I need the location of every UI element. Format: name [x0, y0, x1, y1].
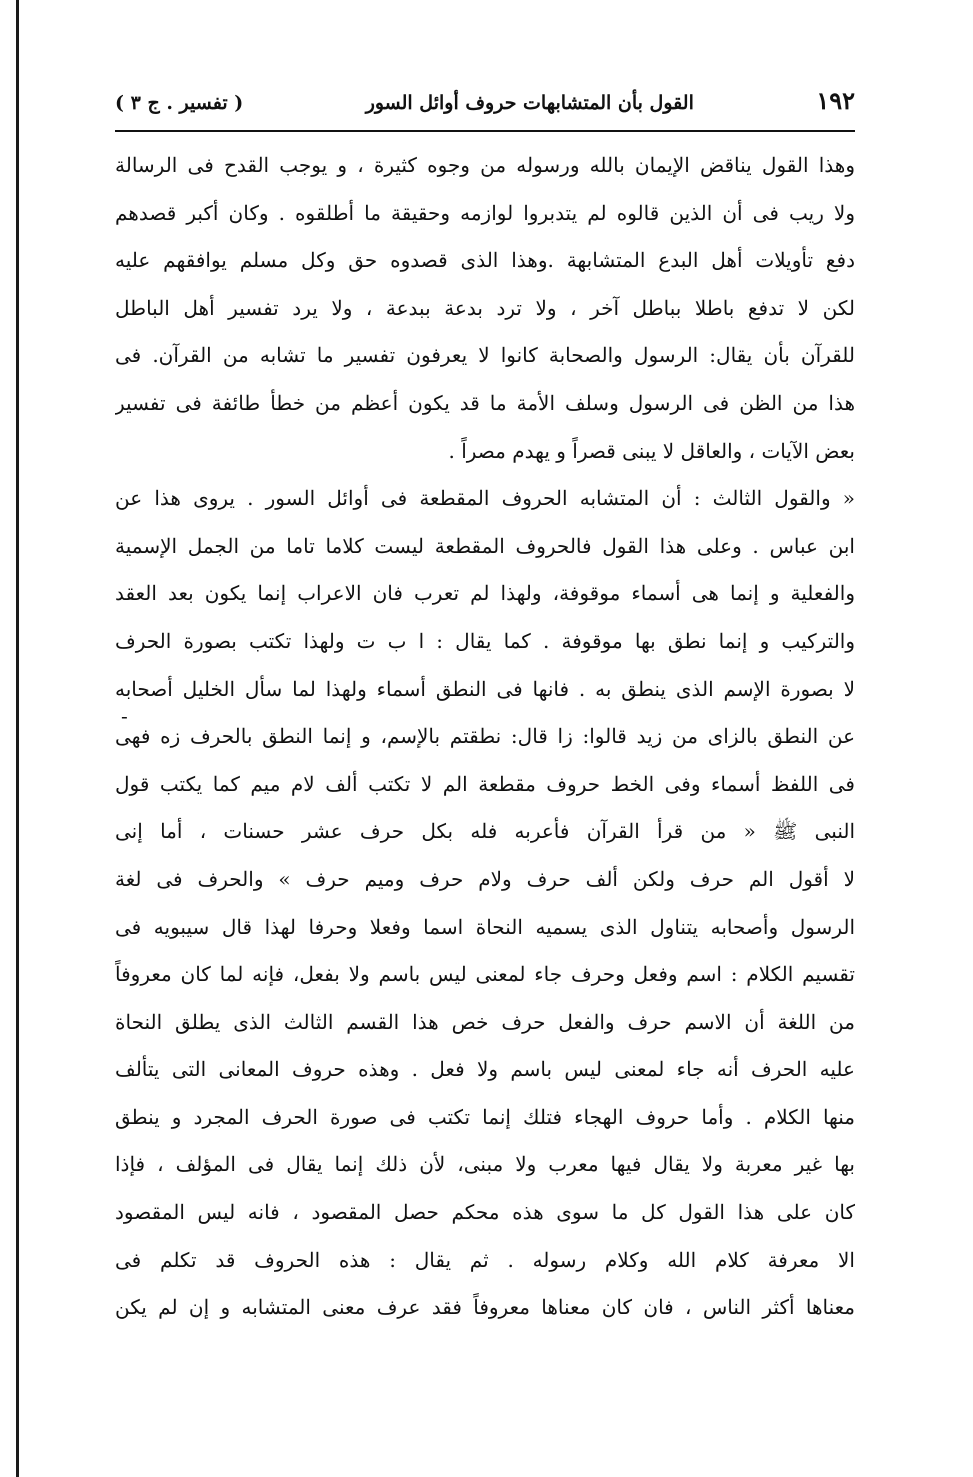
- text-line: معناها أكثر الناس ، فان كان معناها معروفاً فقد عرف معنى المتشابه و إن لم يكن: [115, 1295, 855, 1320]
- text-line: « والقول الثالث : أن المتشابه الحروف المقطعة فى أوائل السور . يروى هذا عن: [115, 486, 855, 511]
- text-line: فى اللفظ أسماء وفى الخط حروف مقطعة الم لا تكتب ألف لام ميم كما يكتب قول: [115, 771, 855, 796]
- body-text: [115, 142, 855, 1332]
- header-divider: [115, 130, 855, 132]
- page-number: ١٩٢: [816, 86, 855, 115]
- book-page: [115, 86, 855, 1332]
- text-line: لكن لا تدفع باطلا بباطل آخر ، ولا ترد بدعة ببدعة ، ولا يرد تفسير أهل الباطل: [115, 295, 855, 320]
- margin-mark: -: [121, 704, 128, 728]
- text-line: الرسول وأصحابه يتناول الذى يسميه النحاة اسما وفعلا وحرفا لهذا قال سيبويه فى: [115, 914, 855, 939]
- text-line: للقرآن بأن يقال: الرسول والصحابة كانوا لا يعرفون تفسير ما تشابه من القرآن. فى: [115, 343, 855, 368]
- text-line: الا معرفة كلام الله وكلام رسوله . ثم يقال : هذه الحروف قد تكلم فى: [115, 1247, 855, 1272]
- text-line: بعض الآيات ، والعاقل لا يبنى قصراً و يهدم مصراً .: [448, 438, 855, 463]
- text-line: كان على هذا القول كل ما سوى هذه محكم حصل المقصود ، فانه ليس المقصود: [115, 1200, 855, 1225]
- text-line: هذا من الظن فى الرسول وسلف الأمة ما قد يكون أعظم من خطأ طائفة فى تفسير: [115, 390, 855, 415]
- text-line: بها غير معربة ولا يقال فيها معرب ولا مبنى، لأن ذلك إنما يقال فى المؤلف ، فإذا: [115, 1152, 855, 1177]
- text-line: ابن عباس . وعلى هذا القول فالحروف المقطعة ليست كلاما تاما من الجمل الإسمية: [115, 533, 855, 558]
- text-line: النبى ﷺ « من قرأ القرآن فأعربه فله بكل حرف عشر حسنات ، أما إنى: [115, 819, 855, 844]
- running-title: القول بأن المتشابهات حروف أوائل السور: [365, 92, 694, 114]
- text-line: والفعلية و إنما هى أسماء موقوفة، ولهذا لم تعرب فان الاعراب إنما يكون بعد العقد: [115, 581, 855, 606]
- text-line: لا أقول الم حرف ولكن ألف حرف ولام حرف وميم حرف » والحرف فى لغة: [115, 866, 855, 891]
- text-line: ولا ريب فى أن الذين قالوه لم يتدبروا لوازمه وحقيقة ما أطلقوه . وكان أكبر قصدهم: [115, 200, 855, 225]
- text-line: والتركيب و إنما نطق بها موقوفة . كما يقال : ا ب ت ولهذا تكتب بصورة الحرف: [115, 628, 855, 653]
- scan-left-edge-rule: [16, 0, 19, 1477]
- text-line: عن النطق بالزاى من زيد قالوا: زا قال: نطقتم بالإسم، و إنما النطق بالحرف زه فهى: [115, 724, 855, 749]
- text-line: من اللغة أن الاسم حرف والفعل حرف خص هذا القسم الثالث الذى يطلق النحاة: [115, 1009, 855, 1034]
- text-line: وهذا القول يناقض الإيمان بالله ورسوله من وجوه كثيرة ، و يوجب القدح فى الرسالة: [115, 153, 855, 177]
- page-header: [115, 86, 855, 126]
- text-line: عليه الحرف أنه جاء لمعنى ليس باسم ولا فعل . وهذه حروف المعانى التى يتألف: [115, 1057, 855, 1082]
- text-line: لا بصورة الإسم الذى ينطق به . فانها فى النطق أسماء ولهذا لما سأل الخليل أصحابه: [115, 676, 855, 701]
- text-line: دفع تأويلات أهل البدع المتشابهة .وهذا الذى قصدوه حق وكل مسلم يوافقهم عليه: [115, 248, 855, 273]
- section-label: ( تفسير . ج ٣ ): [115, 92, 244, 114]
- text-line: تقسيم الكلام : اسم وفعل وحرف جاء لمعنى ليس باسم ولا بفعل، فإنه لما كان معروفاً: [115, 962, 855, 987]
- text-line: منها الكلام . وأما حروف الهجاء فتلك إنما تكتب فى صورة الحرف المجرد و ينطق: [115, 1104, 855, 1129]
